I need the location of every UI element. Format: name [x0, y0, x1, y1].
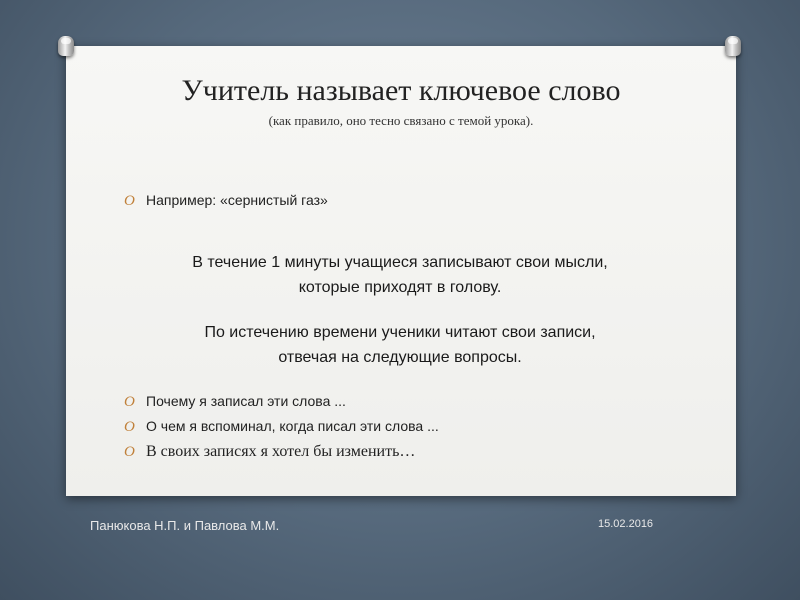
- instruction-paragraph-2: [80, 320, 720, 370]
- bullet-marker-icon: O: [124, 193, 135, 209]
- question-text: В своих записях я хотел бы изменить…: [146, 443, 416, 460]
- paragraph-line: отвечая на следующие вопросы.: [278, 349, 522, 366]
- footer-date: 15.02.2016: [598, 518, 654, 530]
- paragraph-line: которые приходят в голову.: [298, 279, 502, 296]
- bullet-marker-icon: O: [124, 419, 135, 435]
- slide-subtitle: (как правило, оно тесно связано с темой урока).: [268, 113, 534, 128]
- question-text: О чем я вспоминал, когда писал эти слова ...: [146, 418, 439, 434]
- footer-authors: Панюкова Н.П. и Павлова М.М.: [90, 518, 280, 533]
- question-bullet: [124, 418, 439, 436]
- pushpin-icon: [58, 36, 74, 56]
- instruction-paragraph-1: [80, 250, 720, 300]
- slide-title: Учитель называет ключевое слово: [181, 74, 621, 107]
- paragraph-line: В течение 1 минуты учащиеся записывают свои мысли,: [192, 254, 608, 271]
- paragraph-line: По истечению времени ученики читают свои записи,: [204, 324, 596, 341]
- bullet-marker-icon: O: [124, 394, 135, 410]
- question-text: Почему я записал эти слова ...: [146, 393, 346, 409]
- example-text: Например: «сернистый газ»: [146, 192, 328, 208]
- pushpin-icon: [725, 36, 741, 56]
- question-bullet: [124, 393, 346, 411]
- question-bullet: [124, 443, 415, 461]
- example-bullet: [124, 192, 328, 210]
- bullet-marker-icon: O: [124, 444, 135, 460]
